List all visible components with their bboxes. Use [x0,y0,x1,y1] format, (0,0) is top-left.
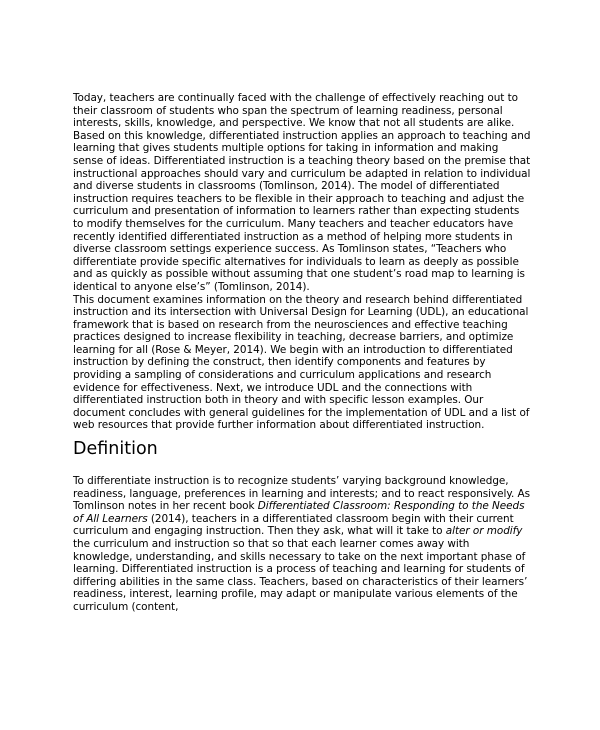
document-body [73,92,531,614]
intro-paragraph-2: This document examines information on the theory and research behind differentiated instruction and its intersection with Universal Design for Learning (UDL), an educational framework that is based on research from the neurosciences and effective teaching practices designed to increase flexibility in teaching, decrease barriers, and optimize learning for all (Rose & Meyer, 2014). We begin with an introduction to differentiated instruction by defining the construct, then identify components and features by providing a sampling of considerations and curriculum applications and research evidence for effectiveness. Next, we introduce UDL and the connections with differentiated instruction both in theory and with specific lesson examples. Our document concludes with general guidelines for the implementation of UDL and a list of web resources that provide further information about differentiated instruction. [73,293,530,432]
intro-paragraph-1: Today, teachers are continually faced with the challenge of effectively reaching out to their classroom of students who span the spectrum of learning readiness, personal interests, skills, knowledge, and perspective. We know that not all students are alike. Based on this knowledge, differentiated instruction applies an approach to teaching and learning that gives students multiple options for taking in information and making sense of ideas. Differentiated instruction is a teaching theory based on the premise that instructional approaches should vary and curriculum be adapted in relation to individual and diverse students in classrooms (Tomlinson, 2014). The model of differentiated instruction requires teachers to be flexible in their approach to teaching and adjust the curriculum and presentation of information to learners rather than expecting students to modify themselves for the curriculum. Many teachers and teacher educators have recently identified differentiated instruction as a method of helping more students in diverse classroom settings experience success. As Tomlinson states, “Teachers who differentiate provide specific alternatives for individuals to learn as deeply as possible and as quickly as possible without assuming that one student’s road map to learning is identical to anyone else’s” (Tomlinson, 2014). [73,92,531,293]
book-title: Differentiated Classroom: Responding to the Needs of All Learners [73,500,525,525]
section-heading-definition: Definition [73,439,158,460]
definition-paragraph [73,475,531,614]
definition-text-1: To differentiate instruction is to recognize students’ varying background knowledge, readiness, language, preferences in learning and interests; and to react responsively. As Tomlinson notes in her recent book [73,475,531,513]
definition-text-3: the curriculum and instruction so that so that each learner comes away with knowledge, understanding, and skills necessary to take on the next important phase of learning. Differentiated instruction is a process of teaching and learning for students of differing abilities in the same class. Teachers, based on characteristics of their learners’ readiness, interest, learning profile, may adapt or manipulate various elements of the curriculum (content, [73,538,528,613]
emphasis-alter-modify: alter or modify [445,525,523,538]
definition-text-2: (2014), teachers in a differentiated classroom begin with their current curriculum and engaging instruction. Then they ask, what will it take to [73,512,514,538]
